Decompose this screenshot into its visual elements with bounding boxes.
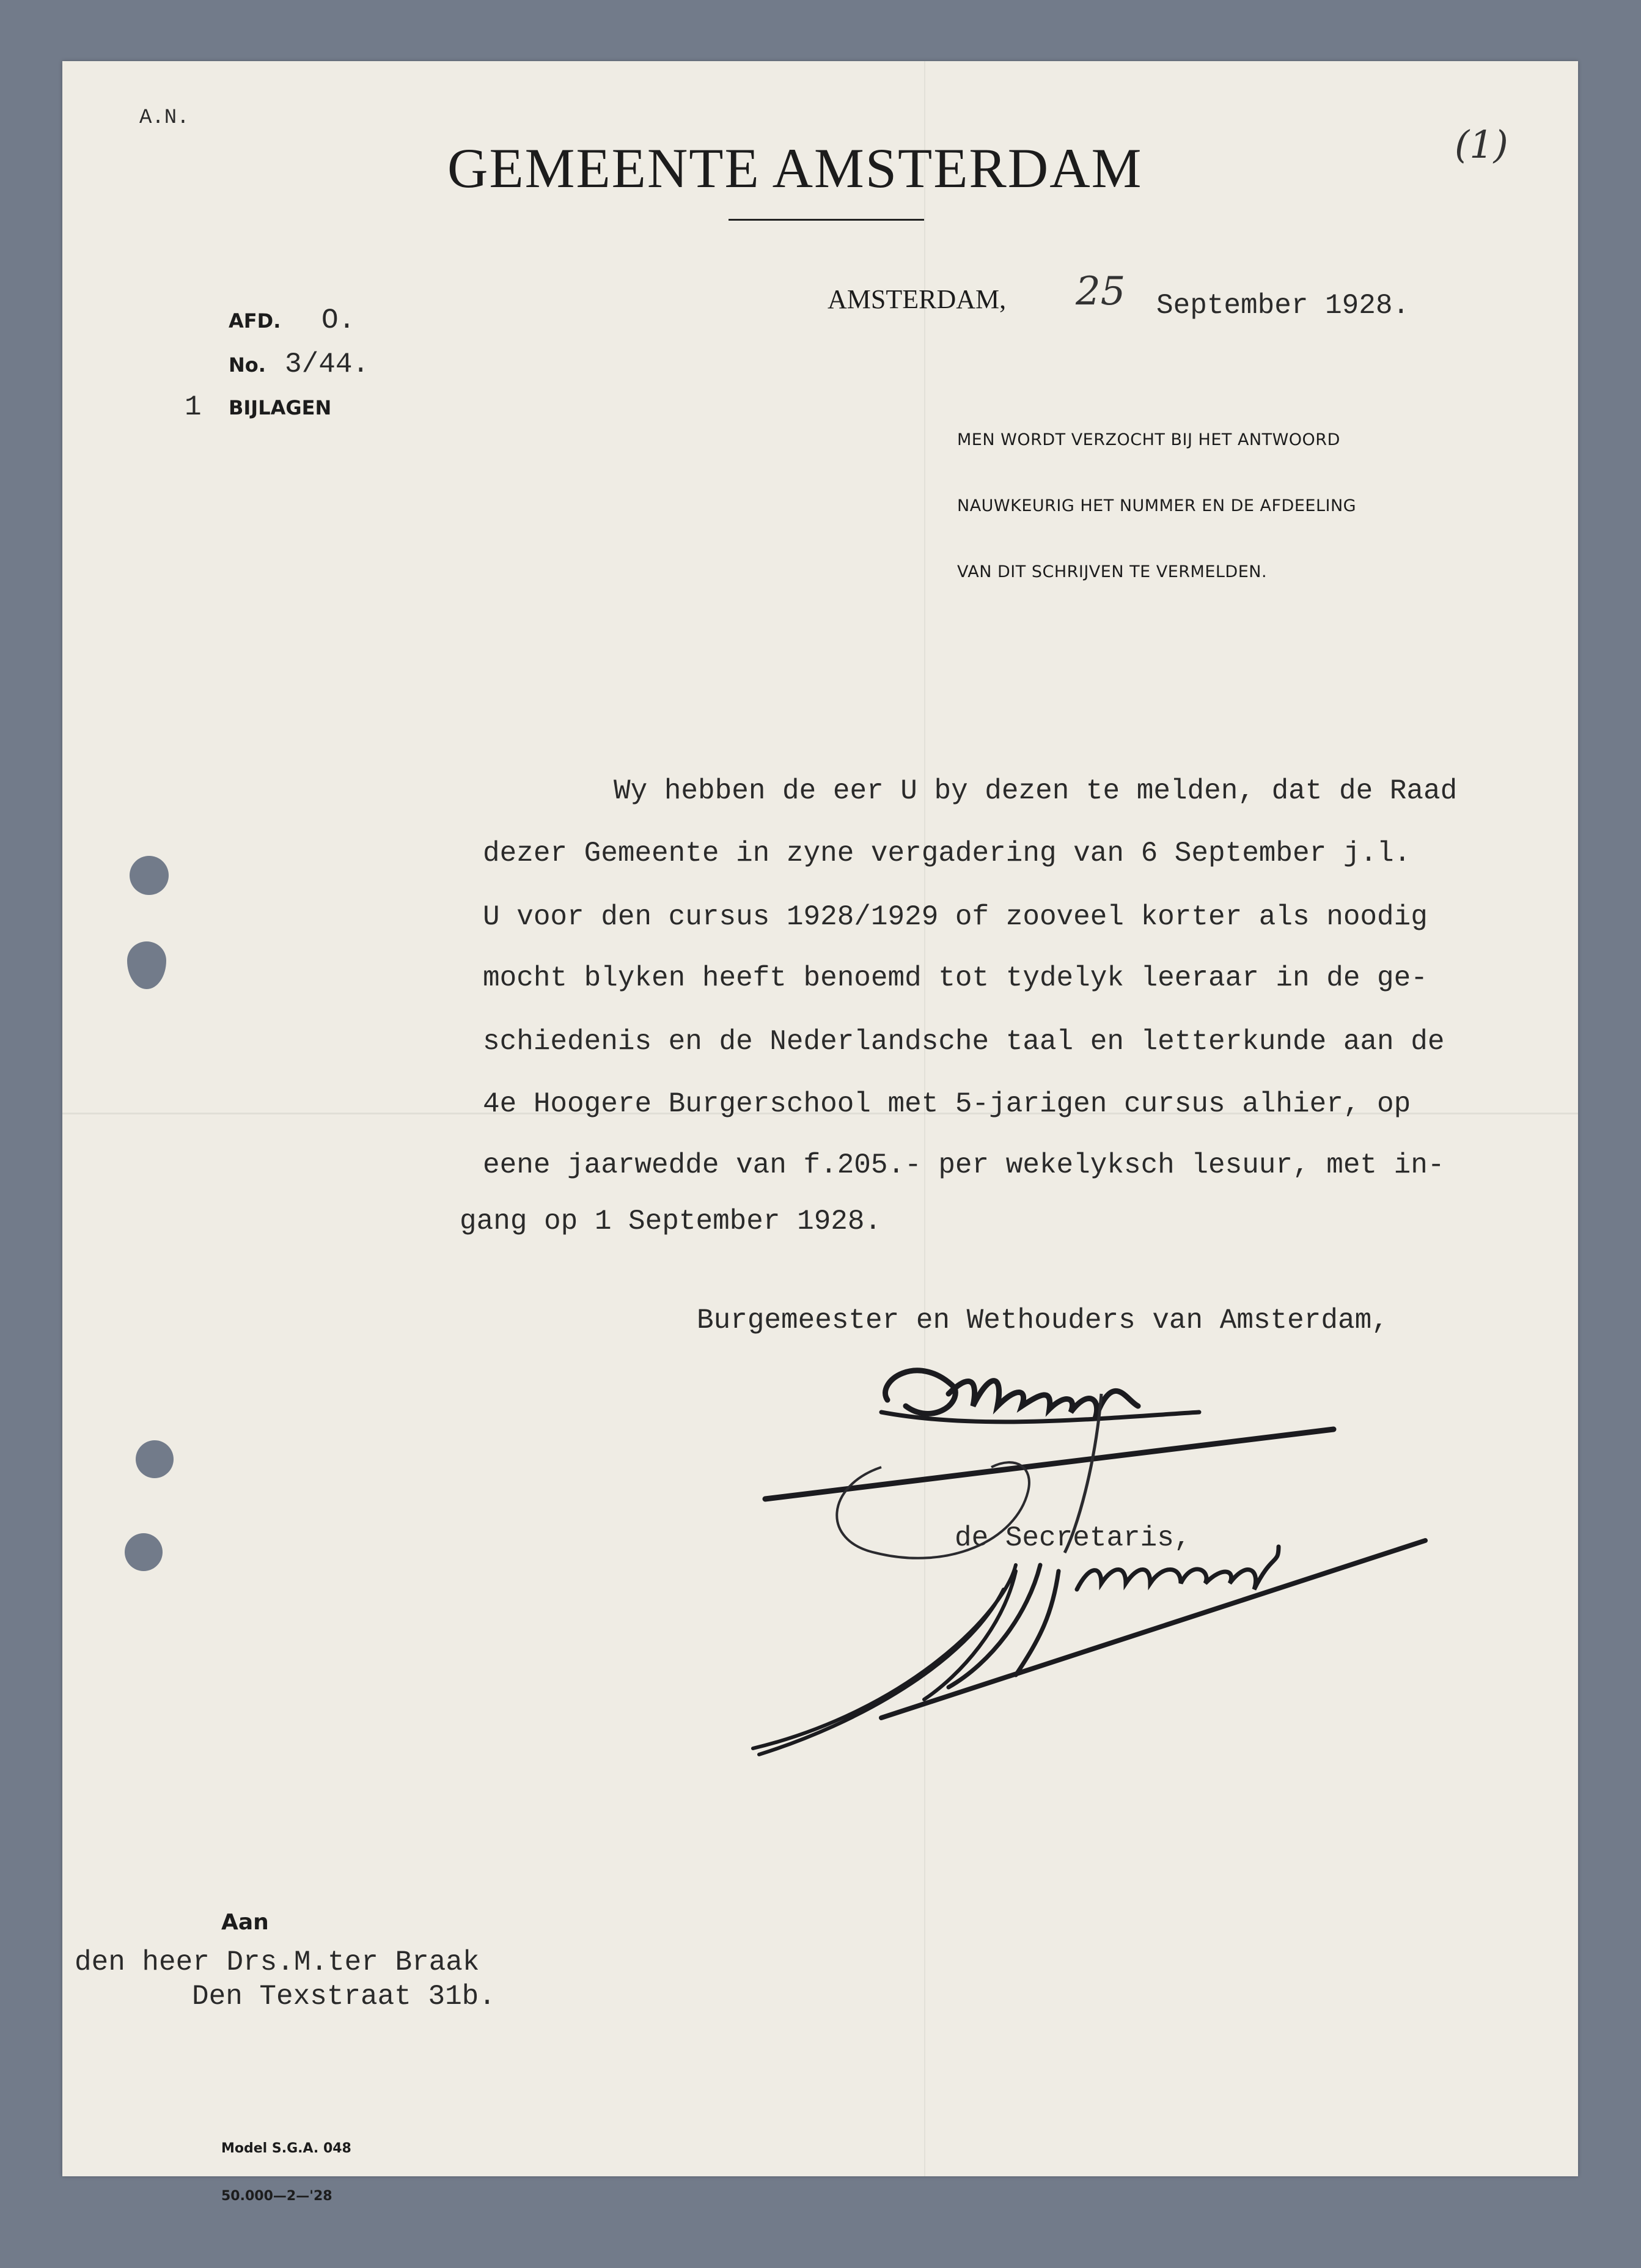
body-line-4: mocht blyken heeft benoemd tot tydelyk leeraar in de ge-	[483, 962, 1428, 994]
date-day: 25	[1076, 269, 1126, 314]
closing-signatory: Burgemeester en Wethouders van Amsterdam,	[697, 1305, 1389, 1336]
bijlagen-label: BIJLAGEN	[229, 396, 332, 419]
closing-secretary: de Secretaris,	[955, 1522, 1191, 1554]
body-line-2: dezer Gemeente in zyne vergadering van 6 September j.l.	[483, 838, 1411, 869]
date-place: AMSTERDAM,	[828, 284, 1007, 314]
recipient-label: Aan	[221, 1910, 269, 1935]
reply-notice-line: NAUWKEURIG HET NUMMER EN DE AFDEELING	[957, 496, 1357, 515]
secretary-signature-icon	[62, 61, 1578, 2176]
form-model-number: Model S.G.A. 048	[221, 2141, 351, 2156]
archive-mark: (1)	[1455, 122, 1508, 167]
afd-label: AFD.	[229, 309, 281, 333]
no-value: 3/44.	[285, 348, 370, 380]
recipient-name: den heer Drs.M.ter Braak	[75, 1946, 480, 1978]
corner-initials: A.N.	[139, 106, 189, 130]
no-label: No.	[229, 353, 266, 377]
afd-value: O.	[321, 304, 356, 336]
body-line-5: schiedenis en de Nederlandsche taal en letterkunde aan de	[483, 1026, 1445, 1058]
reply-notice-line: VAN DIT SCHRIJVEN TE VERMELDEN.	[957, 562, 1268, 581]
form-print-run: 50.000—2—'28	[221, 2189, 332, 2204]
reply-notice-line: MEN WORDT VERZOCHT BIJ HET ANTWOORD	[957, 430, 1340, 449]
body-line-1: Wy hebben de eer U by dezen te melden, dat de Raad	[614, 775, 1458, 807]
recipient-address: Den Texstraat 31b.	[192, 1981, 496, 2012]
page-title: GEMEENTE AMSTERDAM	[447, 137, 1143, 199]
letter-sheet	[62, 61, 1578, 2204]
body-line-3: U voor den cursus 1928/1929 of zooveel korter als noodig	[483, 901, 1428, 933]
form-model	[221, 2109, 351, 2236]
body-line-6: 4e Hoogere Burgerschool met 5-jarigen cursus alhier, op	[483, 1088, 1411, 1120]
body-line-8: gang op 1 September 1928.	[460, 1206, 882, 1237]
date-month-year: September 1928.	[1156, 290, 1410, 322]
body-line-7: eene jaarwedde van f.205.- per wekelyksch lesuur, met in-	[483, 1149, 1445, 1181]
bijlagen-count: 1	[185, 391, 202, 423]
